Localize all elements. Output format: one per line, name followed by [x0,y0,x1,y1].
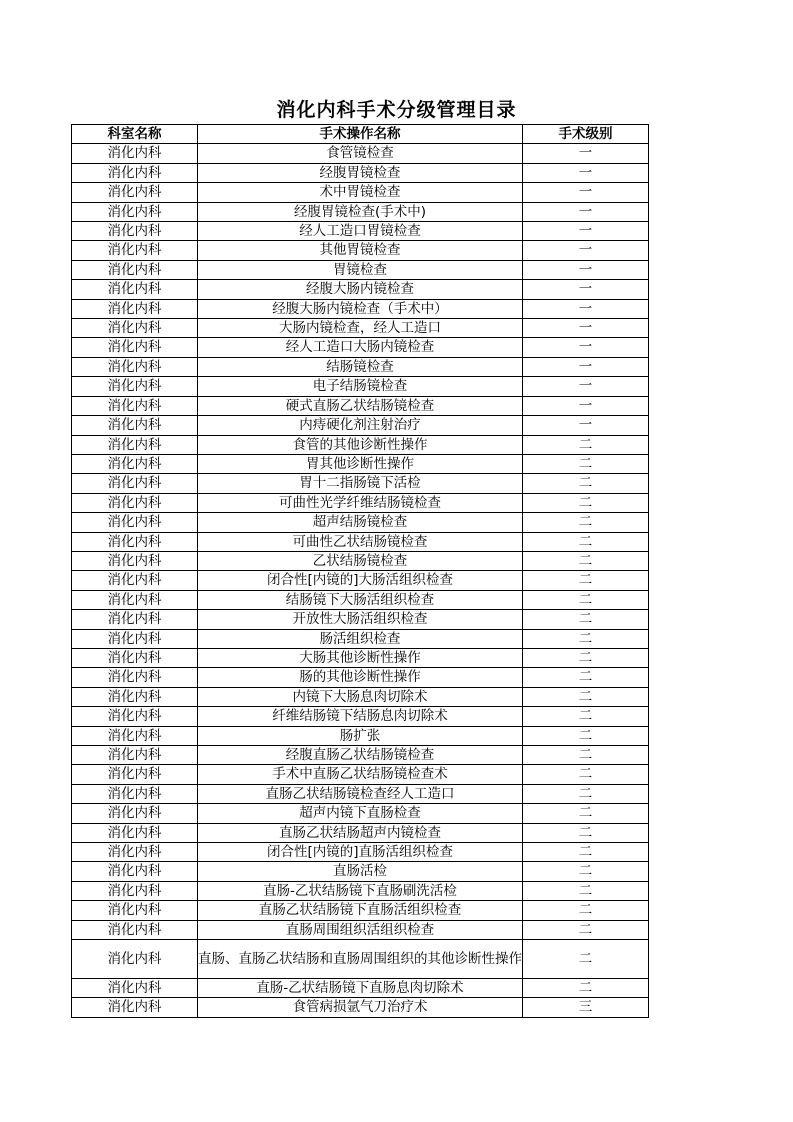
cell-level: 二 [523,668,649,687]
cell-department: 消化内科 [72,765,198,784]
table-row [72,202,649,221]
cell-level: 一 [523,163,649,182]
cell-level: 二 [523,474,649,493]
table-row [72,454,649,473]
cell-procedure: 大肠其他诊断性操作 [198,648,523,667]
cell-procedure: 直肠-乙状结肠镜下直肠息肉切除术 [198,979,523,998]
cell-level: 二 [523,493,649,512]
table-row [72,901,649,920]
cell-level: 二 [523,940,649,979]
cell-level: 二 [523,765,649,784]
cell-department: 消化内科 [72,746,198,765]
cell-procedure: 直肠-乙状结肠镜下直肠刷洗活检 [198,881,523,900]
cell-department: 消化内科 [72,707,198,726]
cell-department: 消化内科 [72,280,198,299]
table-row [72,144,649,163]
cell-level: 二 [523,687,649,706]
cell-department: 消化内科 [72,668,198,687]
cell-level: 二 [523,571,649,590]
table-row [72,357,649,376]
cell-department: 消化内科 [72,454,198,473]
table-row [72,571,649,590]
table-row [72,629,649,648]
cell-level: 三 [523,998,649,1017]
cell-procedure: 可曲性光学纤维结肠镜检查 [198,493,523,512]
table-row [72,746,649,765]
cell-department: 消化内科 [72,648,198,667]
cell-procedure: 直肠活检 [198,862,523,881]
table-row [72,979,649,998]
table-row [72,260,649,279]
cell-department: 消化内科 [72,843,198,862]
cell-procedure: 手术中直肠乙状结肠镜检查术 [198,765,523,784]
table-row [72,707,649,726]
cell-department: 消化内科 [72,183,198,202]
cell-level: 一 [523,338,649,357]
table-row [72,765,649,784]
cell-level: 二 [523,746,649,765]
cell-level: 一 [523,202,649,221]
cell-procedure: 其他胃镜检查 [198,241,523,260]
cell-procedure: 食管的其他诊断性操作 [198,435,523,454]
cell-level: 一 [523,396,649,415]
cell-procedure: 内痔硬化剂注射治疗 [198,416,523,435]
cell-department: 消化内科 [72,901,198,920]
cell-procedure: 可曲性乙状结肠镜检查 [198,532,523,551]
table-row [72,435,649,454]
cell-department: 消化内科 [72,881,198,900]
table-row [72,319,649,338]
cell-level: 二 [523,629,649,648]
cell-procedure: 大肠内镜检查，经人工造口 [198,319,523,338]
header-level: 手术级别 [523,125,649,144]
table-row [72,940,649,979]
cell-procedure: 电子结肠镜检查 [198,377,523,396]
cell-level: 一 [523,299,649,318]
cell-procedure: 经人工造口胃镜检查 [198,222,523,241]
cell-department: 消化内科 [72,687,198,706]
table-row [72,474,649,493]
cell-department: 消化内科 [72,241,198,260]
cell-department: 消化内科 [72,416,198,435]
cell-department: 消化内科 [72,804,198,823]
cell-procedure: 闭合性[内镜的]直肠活组织检查 [198,843,523,862]
cell-department: 消化内科 [72,784,198,803]
cell-level: 一 [523,357,649,376]
table-row [72,648,649,667]
cell-level: 二 [523,979,649,998]
table-row [72,920,649,939]
cell-procedure: 肠活组织检查 [198,629,523,648]
cell-procedure: 经腹胃镜检查 [198,163,523,182]
cell-department: 消化内科 [72,357,198,376]
cell-department: 消化内科 [72,726,198,745]
cell-department: 消化内科 [72,319,198,338]
cell-level: 二 [523,610,649,629]
cell-level: 一 [523,183,649,202]
cell-department: 消化内科 [72,144,198,163]
cell-procedure: 胃其他诊断性操作 [198,454,523,473]
surgery-grading-table [71,124,649,1018]
table-row [72,416,649,435]
cell-department: 消化内科 [72,532,198,551]
header-department: 科室名称 [72,125,198,144]
cell-procedure: 乙状结肠镜检查 [198,551,523,570]
cell-procedure: 硬式直肠乙状结肠镜检查 [198,396,523,415]
cell-department: 消化内科 [72,610,198,629]
cell-procedure: 直肠乙状结肠镜检查经人工造口 [198,784,523,803]
cell-procedure: 经腹胃镜检查(手术中) [198,202,523,221]
cell-procedure: 经人工造口大肠内镜检查 [198,338,523,357]
cell-level: 一 [523,280,649,299]
cell-department: 消化内科 [72,629,198,648]
cell-level: 二 [523,823,649,842]
cell-level: 二 [523,590,649,609]
cell-level: 二 [523,901,649,920]
table-row [72,998,649,1017]
cell-procedure: 结肠镜下大肠活组织检查 [198,590,523,609]
cell-procedure: 术中胃镜检查 [198,183,523,202]
cell-department: 消化内科 [72,338,198,357]
cell-procedure: 超声结肠镜检查 [198,513,523,532]
cell-level: 一 [523,144,649,163]
cell-level: 二 [523,726,649,745]
cell-procedure: 超声内镜下直肠检查 [198,804,523,823]
cell-department: 消化内科 [72,474,198,493]
table-row [72,784,649,803]
cell-procedure: 直肠乙状结肠镜下直肠活组织检查 [198,901,523,920]
table-body [72,144,649,1017]
table-row [72,493,649,512]
table-row [72,687,649,706]
table-row [72,513,649,532]
cell-level: 二 [523,454,649,473]
cell-department: 消化内科 [72,202,198,221]
cell-level: 二 [523,532,649,551]
cell-procedure: 胃十二指肠镜下活检 [198,474,523,493]
cell-department: 消化内科 [72,513,198,532]
cell-department: 消化内科 [72,163,198,182]
table-row [72,241,649,260]
cell-department: 消化内科 [72,396,198,415]
cell-level: 二 [523,862,649,881]
table-row [72,396,649,415]
cell-level: 二 [523,784,649,803]
cell-procedure: 直肠周围组织活组织检查 [198,920,523,939]
cell-department: 消化内科 [72,823,198,842]
cell-department: 消化内科 [72,571,198,590]
cell-department: 消化内科 [72,377,198,396]
cell-level: 二 [523,551,649,570]
cell-procedure: 经腹大肠内镜检查（手术中） [198,299,523,318]
cell-department: 消化内科 [72,299,198,318]
cell-level: 二 [523,435,649,454]
table-row [72,377,649,396]
cell-department: 消化内科 [72,551,198,570]
table-row [72,862,649,881]
cell-department: 消化内科 [72,998,198,1017]
cell-level: 一 [523,377,649,396]
table-row [72,163,649,182]
cell-level: 二 [523,804,649,823]
table-row [72,183,649,202]
table-row [72,823,649,842]
cell-department: 消化内科 [72,920,198,939]
cell-level: 二 [523,843,649,862]
table-row [72,804,649,823]
cell-procedure: 开放性大肠活组织检查 [198,610,523,629]
table-row [72,532,649,551]
cell-procedure: 食管病损氩气刀治疗术 [198,998,523,1017]
page-title: 消化内科手术分级管理目录 [276,99,517,121]
table-row [72,338,649,357]
table-row [72,590,649,609]
cell-procedure: 闭合性[内镜的]大肠活组织检查 [198,571,523,590]
cell-procedure: 内镜下大肠息肉切除术 [198,687,523,706]
cell-level: 一 [523,319,649,338]
cell-level: 二 [523,920,649,939]
cell-department: 消化内科 [72,493,198,512]
table-row [72,726,649,745]
cell-procedure: 直肠乙状结肠超声内镜检查 [198,823,523,842]
cell-level: 一 [523,416,649,435]
cell-department: 消化内科 [72,979,198,998]
cell-level: 二 [523,513,649,532]
cell-procedure: 食管镜检查 [198,144,523,163]
cell-procedure: 经腹直肠乙状结肠镜检查 [198,746,523,765]
cell-procedure: 经腹大肠内镜检查 [198,280,523,299]
table-row [72,551,649,570]
table-row [72,222,649,241]
table-row [72,881,649,900]
cell-level: 二 [523,648,649,667]
cell-department: 消化内科 [72,260,198,279]
cell-department: 消化内科 [72,435,198,454]
table-row [72,280,649,299]
cell-level: 二 [523,881,649,900]
cell-department: 消化内科 [72,222,198,241]
cell-procedure: 肠扩张 [198,726,523,745]
cell-level: 二 [523,707,649,726]
header-procedure: 手术操作名称 [198,125,523,144]
cell-procedure: 纤维结肠镜下结肠息肉切除术 [198,707,523,726]
cell-procedure: 肠的其他诊断性操作 [198,668,523,687]
cell-level: 一 [523,260,649,279]
cell-level: 一 [523,241,649,260]
cell-department: 消化内科 [72,862,198,881]
cell-department: 消化内科 [72,590,198,609]
table-row [72,668,649,687]
cell-procedure: 直肠、直肠乙状结肠和直肠周围组织的其他诊断性操作 [198,940,523,979]
table-row [72,843,649,862]
cell-procedure: 结肠镜检查 [198,357,523,376]
table-header-row [72,125,649,144]
cell-procedure: 胃镜检查 [198,260,523,279]
cell-level: 一 [523,222,649,241]
table-row [72,299,649,318]
table-row [72,610,649,629]
cell-department: 消化内科 [72,940,198,979]
